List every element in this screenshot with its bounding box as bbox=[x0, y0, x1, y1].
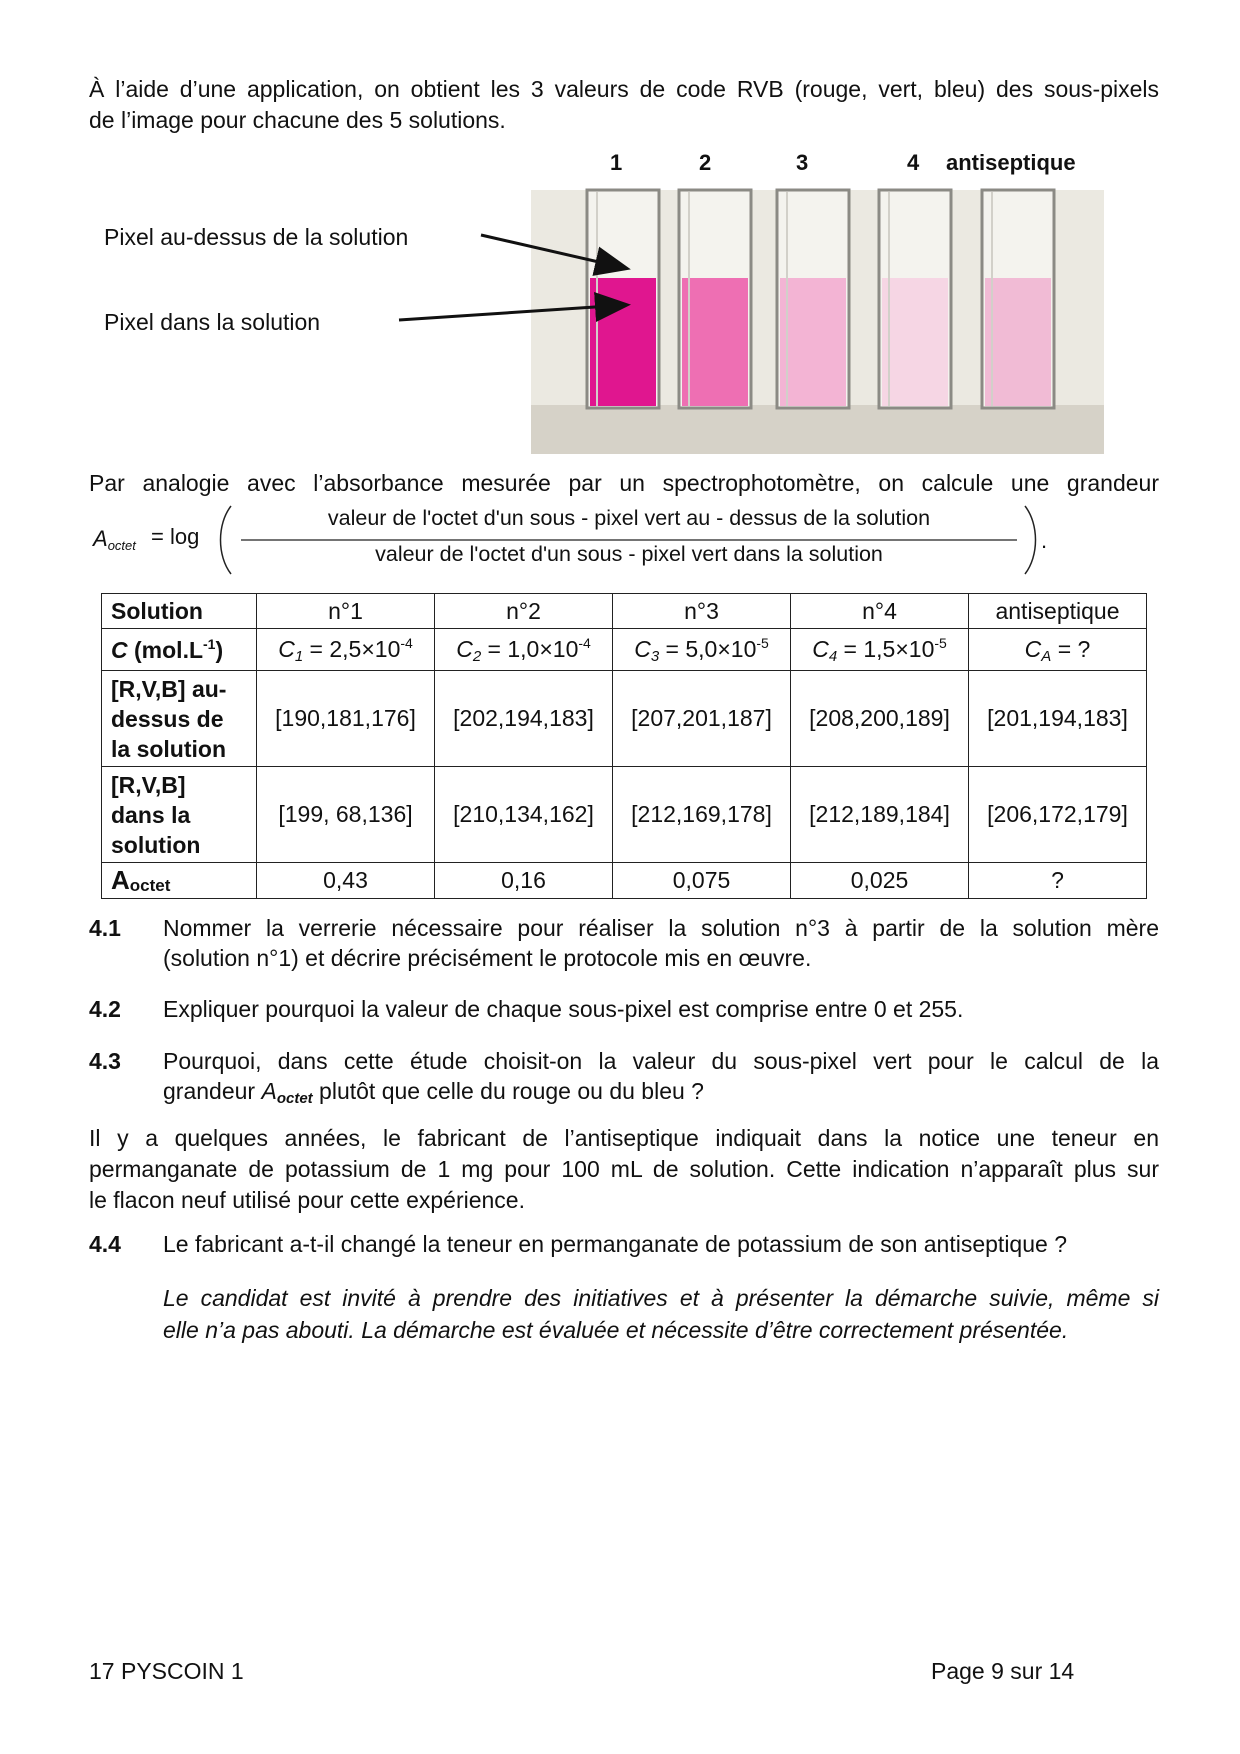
intro-paragraph bbox=[89, 74, 1159, 136]
cell-rgb-in-4: [212,189,184] bbox=[791, 767, 969, 863]
question-4-3-number: 4.3 bbox=[89, 1048, 121, 1074]
label-pixel-above: Pixel au-dessus de la solution bbox=[104, 224, 409, 250]
cell-rgb-in-1: [199, 68,136] bbox=[257, 767, 435, 863]
cell-a-octet-1: 0,43 bbox=[257, 863, 435, 899]
context-line-1: Il y a quelques années, le fabricant de l’antiseptique indiquait dans la notice une teneur en bbox=[89, 1125, 1159, 1151]
question-4-3-line-1: Pourquoi, dans cette étude choisit-on la valeur du sous-pixel vert pour le calcul de la bbox=[163, 1048, 1159, 1074]
intro-line-2: de l’image pour chacune des 5 solutions. bbox=[89, 107, 506, 133]
formula-numerator: valeur de l'octet d'un sous - pixel vert au - dessus de la solution bbox=[327, 506, 931, 530]
formula-end: . bbox=[1041, 528, 1048, 553]
cell-rgb-above-4: [208,200,189] bbox=[791, 671, 969, 767]
cuvette-1-solution bbox=[590, 278, 656, 406]
candidate-note-line-1: Le candidat est invité à prendre des initiatives et à présenter la démarche suivie, même si bbox=[163, 1285, 1159, 1311]
header-concentration: C $(mol.L^{-1})$ bbox=[102, 629, 257, 671]
footer-code: 17 PYSCOIN 1 bbox=[89, 1658, 244, 1684]
question-4-2-text: Expliquer pourquoi la valeur de chaque sous-pixel est comprise entre 0 et 255. bbox=[163, 996, 964, 1022]
cuvette-antiseptique-solution bbox=[985, 278, 1051, 406]
question-4-1 bbox=[89, 913, 1159, 973]
formula-intro-text: Par analogie avec l’absorbance mesurée par un spectrophotomètre, on calcule une grandeur bbox=[89, 470, 1159, 496]
cuvette-photo bbox=[89, 150, 1169, 460]
cuvette-4 bbox=[879, 190, 951, 408]
column-label-4: 4 bbox=[907, 150, 920, 175]
formula-denominator: valeur de l'octet d'un sous - pixel vert dans la solution bbox=[375, 542, 883, 566]
row-rgb-in bbox=[102, 767, 1147, 863]
question-4-1-line-2: (solution n°1) et décrire précisément le protocole mis en œuvre. bbox=[163, 945, 812, 971]
cell-conc-1: $C_1 = 2,5\times 10^{-4}$ bbox=[257, 629, 435, 671]
formula-intro bbox=[89, 468, 1159, 499]
cell-solution-1: n°1 bbox=[257, 594, 435, 629]
cell-solution-3: n°3 bbox=[613, 594, 791, 629]
cell-rgb-above-antiseptique: [201,194,183] bbox=[969, 671, 1147, 767]
row-concentration bbox=[102, 629, 1147, 671]
question-4-1-number: 4.1 bbox=[89, 915, 121, 941]
cuvette-figure bbox=[89, 150, 1169, 460]
header-rgb-above: [R,V,B] au- dessus de la solution bbox=[102, 671, 257, 767]
column-label-antiseptique: antiseptique bbox=[946, 150, 1076, 175]
label-pixel-in: Pixel dans la solution bbox=[104, 309, 321, 335]
cell-a-octet-4: 0,025 bbox=[791, 863, 969, 899]
question-4-4-number: 4.4 bbox=[89, 1231, 121, 1257]
cuvette-1 bbox=[587, 190, 659, 408]
candidate-note bbox=[89, 1282, 1159, 1346]
cell-solution-2: n°2 bbox=[435, 594, 613, 629]
question-4-1-line-1: Nommer la verrerie nécessaire pour réaliser la solution n°3 à partir de la solution mère bbox=[163, 915, 1159, 941]
cell-conc-3: $C_3 = 5,0\times 10^{-5}$ bbox=[613, 629, 791, 671]
formula-symbol-a: A bbox=[93, 526, 108, 551]
formula-symbol bbox=[93, 526, 136, 552]
cell-rgb-in-antiseptique: [206,172,179] bbox=[969, 767, 1147, 863]
header-rgb-in: [R,V,B] dans la solution bbox=[102, 767, 257, 863]
column-label-1: 1 bbox=[610, 150, 623, 175]
cuvette-3-solution bbox=[780, 278, 846, 406]
cell-conc-antiseptique: $C_A$ = ? bbox=[969, 629, 1147, 671]
cell-conc-4: $C_4 = 1,5\times 10^{-5}$ bbox=[791, 629, 969, 671]
context-paragraph bbox=[89, 1123, 1159, 1216]
cuvette-4-solution bbox=[882, 278, 948, 406]
question-4-4-text: Le fabricant a-t-il changé la teneur en permanganate de potassium de son antiseptique ? bbox=[163, 1231, 1067, 1257]
row-a-octet bbox=[102, 863, 1147, 899]
context-line-3: le flacon neuf utilisé pour cette expérience. bbox=[89, 1187, 525, 1213]
cell-a-octet-antiseptique: ? bbox=[969, 863, 1147, 899]
cell-rgb-above-2: [202,194,183] bbox=[435, 671, 613, 767]
cell-rgb-in-3: [212,169,178] bbox=[613, 767, 791, 863]
question-4-3-line-2: grandeur $A_{octet}$ plutôt que celle du rouge ou du bleu ? bbox=[163, 1078, 704, 1107]
photo-base bbox=[531, 405, 1104, 454]
context-line-2: permanganate de potassium de 1 mg pour 100 mL de solution. Cette indication n’apparaît plus sur bbox=[89, 1156, 1159, 1182]
column-label-2: 2 bbox=[699, 150, 712, 175]
question-4-3 bbox=[89, 1046, 1159, 1106]
cell-a-octet-2: 0,16 bbox=[435, 863, 613, 899]
formula-symbol-sub: octet bbox=[107, 538, 136, 553]
row-rgb-above bbox=[102, 671, 1147, 767]
row-solution bbox=[102, 594, 1147, 629]
formula-equals-log: = log bbox=[151, 524, 200, 549]
cell-solution-antiseptique: antiseptique bbox=[969, 594, 1147, 629]
cell-rgb-above-1: [190,181,176] bbox=[257, 671, 435, 767]
cell-conc-2: $C_2 = 1,0\times 10^{-4}$ bbox=[435, 629, 613, 671]
cell-rgb-in-2: [210,134,162] bbox=[435, 767, 613, 863]
cuvette-3 bbox=[777, 190, 849, 408]
cuvette-2 bbox=[679, 190, 751, 408]
header-solution: Solution bbox=[102, 594, 257, 629]
intro-line-1: À l’aide d’une application, on obtient les 3 valeurs de code RVB (rouge, vert, bleu) des sous-pixels bbox=[89, 76, 1159, 102]
footer-page-number: Page 9 sur 14 bbox=[931, 1658, 1075, 1684]
cell-a-octet-3: 0,075 bbox=[613, 863, 791, 899]
cuvette-2-solution bbox=[682, 278, 748, 406]
cuvette-antiseptique bbox=[982, 190, 1054, 408]
question-4-4 bbox=[89, 1229, 1159, 1259]
cell-rgb-above-3: [207,201,187] bbox=[613, 671, 791, 767]
data-table bbox=[101, 593, 1147, 899]
question-4-2-number: 4.2 bbox=[89, 996, 121, 1022]
cell-solution-4: n°4 bbox=[791, 594, 969, 629]
question-4-2 bbox=[89, 994, 1159, 1024]
candidate-note-line-2: elle n’a pas abouti. La démarche est évaluée et nécessite d’être correctement présentée. bbox=[163, 1317, 1069, 1343]
header-a-octet: $A_{octet}$ bbox=[102, 863, 257, 899]
formula-a-octet bbox=[89, 504, 1149, 576]
column-label-3: 3 bbox=[796, 150, 809, 175]
